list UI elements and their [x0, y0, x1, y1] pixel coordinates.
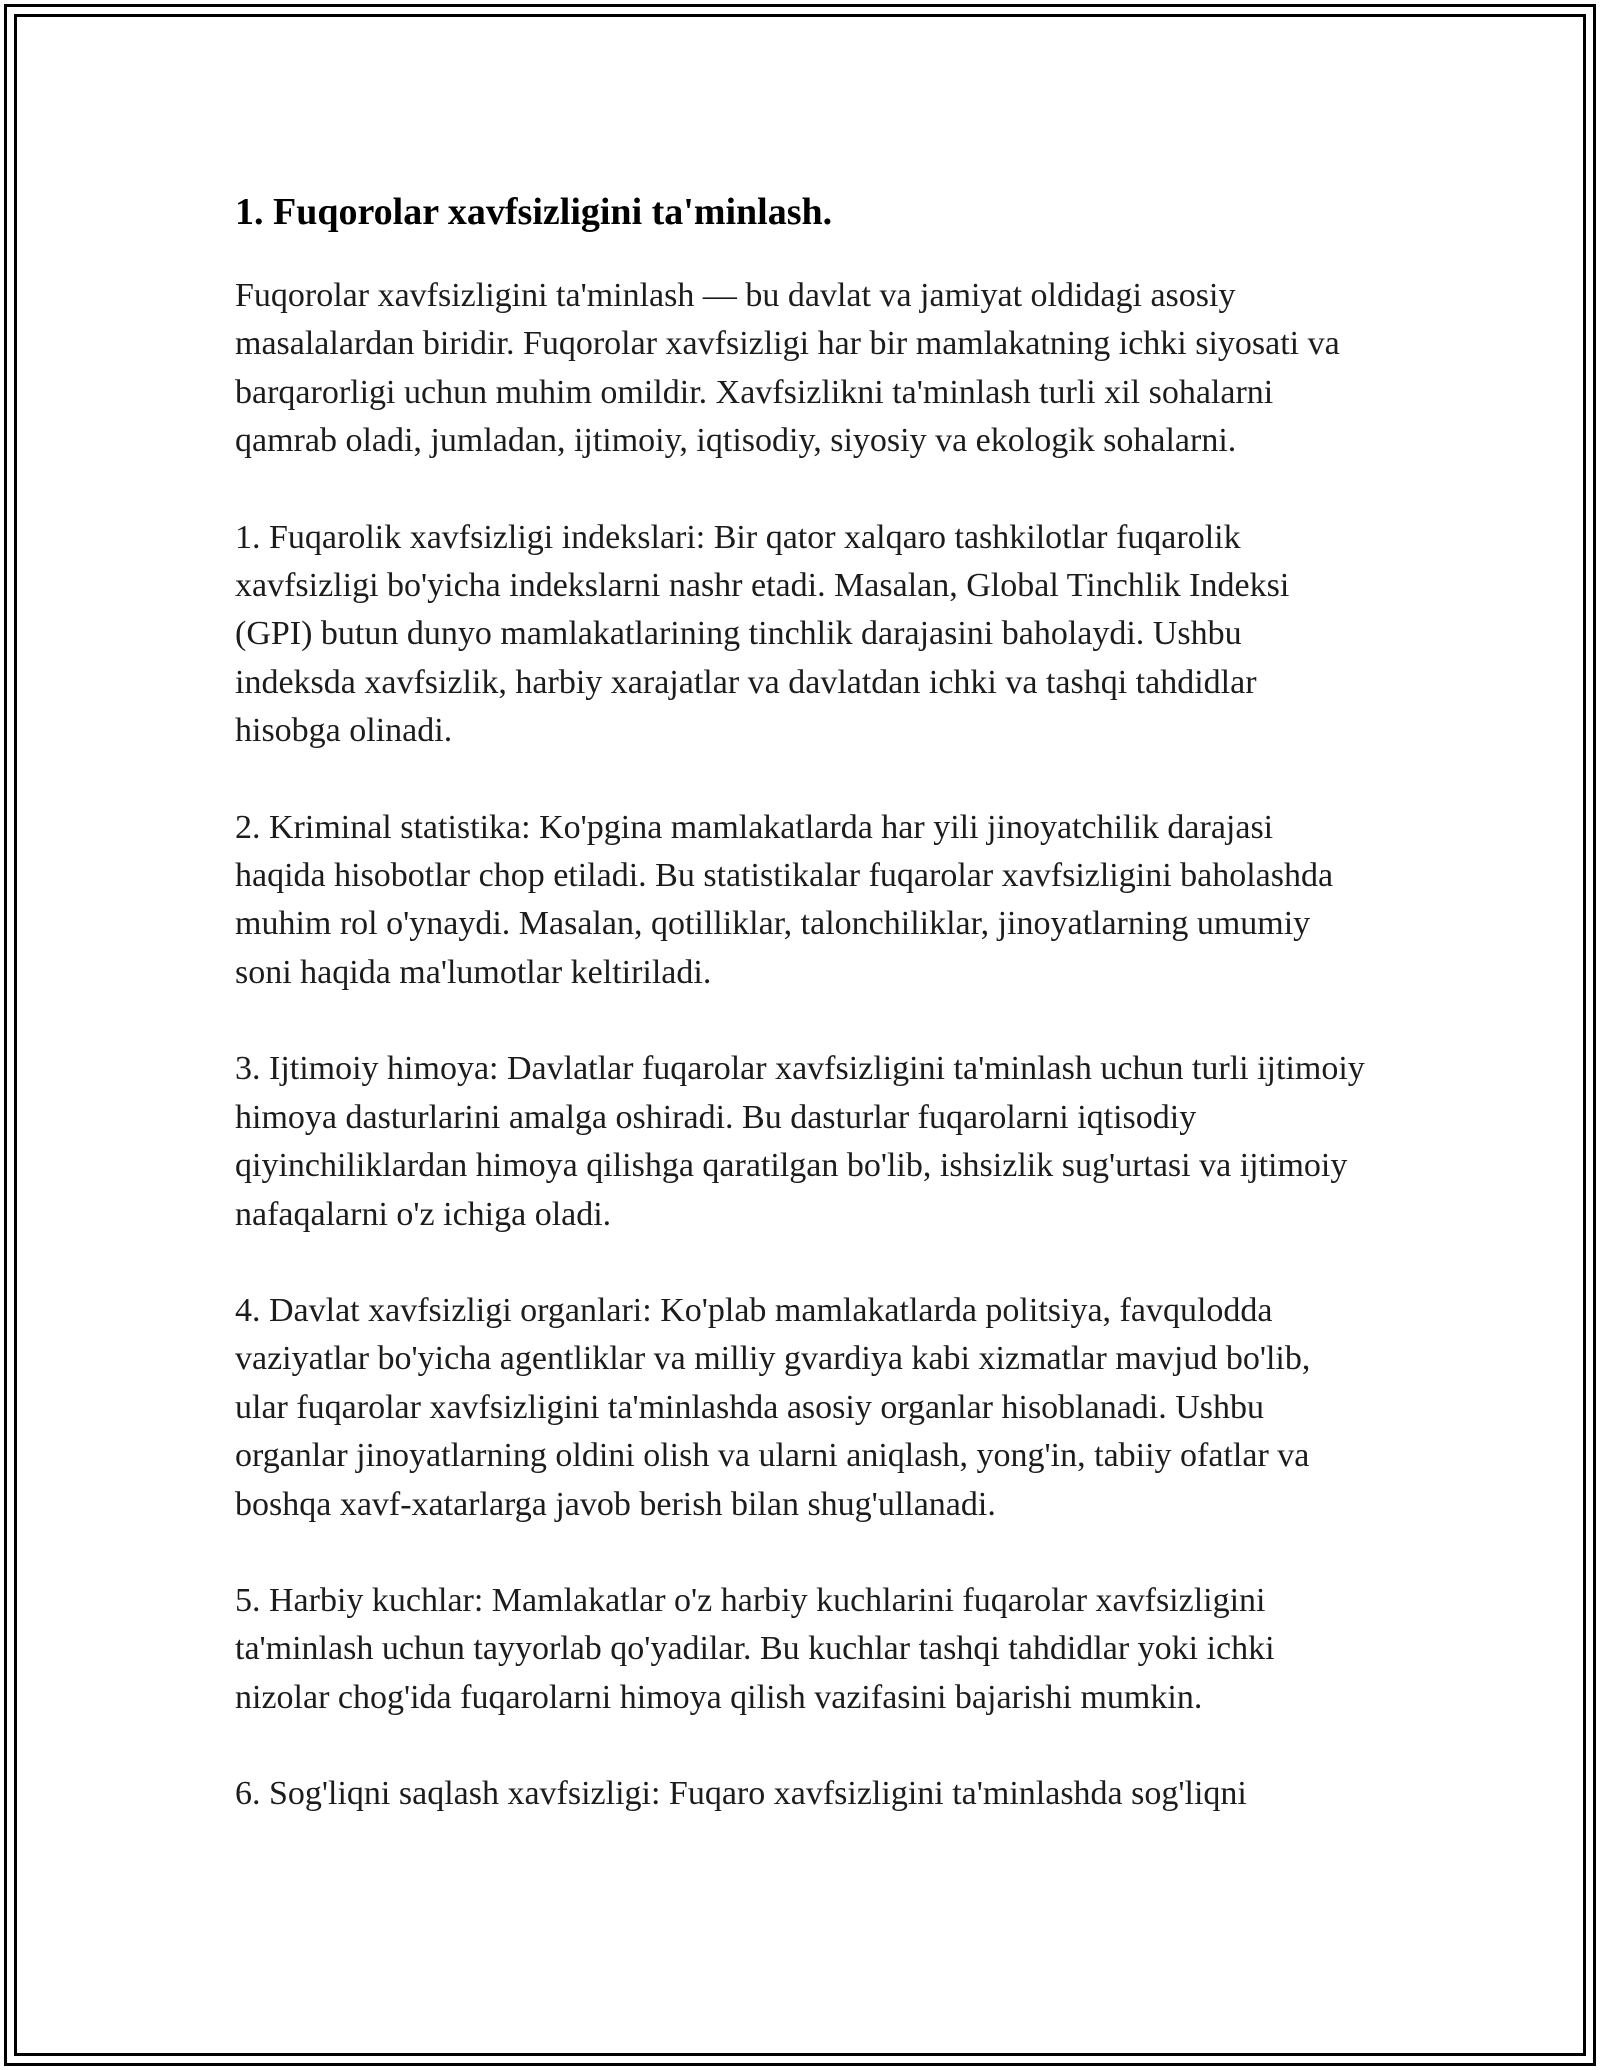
intro-paragraph: Fuqorolar xavfsizligini ta'minlash — bu davlat va jamiyat oldidagi asosiy masalalardan biridir. Fuqorolar xavfsizligi har bir mamlakatning ichki siyosati va barqarorligi uchun muhim omildir. Xavfsizlikni ta'minlash turli xil sohalarni qamrab oladi, jumladan, ijtimoiy, iqtisodiy, siyosiy va ekologik sohalarni.	[235, 277, 1340, 460]
paragraph-security-agencies: 4. Davlat xavfsizligi organlari: Ko'plab mamlakatlarda politsiya, favqulodda vaziyatlar bo'yicha agentliklar va milliy gvardiya kabi xizmatlar mavjud bo'lib, ular fuqarolar xavfsizligini ta'minlashda asosiy organlar hisoblanadi. Ushbu organlar jinoyatlarning oldini olish va ularni aniqlash, yong'in, tabiiy ofatlar va boshqa xavf-xatarlarga javob berish bilan shug'ullanadi.	[235, 1291, 1311, 1523]
paragraph-social-protection: 3. Ijtimoiy himoya: Davlatlar fuqarolar xavfsizligini ta'minlash uchun turli ijtimoiy himoya dasturlarini amalga oshiradi. Bu dasturlar fuqarolarni iqtisodiy qiyinchiliklardan himoya qilishga qaratilgan bo'lib, ishsizlik sug'urtasi va ijtimoiy nafaqalarni o'z ichiga oladi.	[235, 1050, 1365, 1233]
paragraph-security-indexes: 1. Fuqarolik xavfsizligi indekslari: Bir qator xalqaro tashkilotlar fuqarolik xavfsizligi bo'yicha indekslarni nashr etadi. Masalan, Global Tinchlik Indeksi (GPI) butun dunyo mamlakatlarining tinchlik darajasini baholaydi. Ushbu indeksda xavfsizlik, harbiy xarajatlar va davlatdan ichki va tashqi tahdidlar hisobga olinadi.	[235, 518, 1290, 750]
document-body	[235, 188, 1365, 1867]
paragraph-military-forces: 5. Harbiy kuchlar: Mamlakatlar o'z harbiy kuchlarini fuqarolar xavfsizligini ta'minlash uchun tayyorlab qo'yadilar. Bu kuchlar tashqi tahdidlar yoki ichki nizolar chog'ida fuqarolarni himoya qilish vazifasini bajarishi mumkin.	[235, 1581, 1275, 1716]
paragraph-health-security: 6. Sog'liqni saqlash xavfsizligi: Fuqaro xavfsizligini ta'minlashda sog'liqni	[235, 1775, 1247, 1813]
section-heading: 1. Fuqorolar xavfsizligini ta'minlash.	[235, 191, 833, 233]
paragraph-crime-statistics: 2. Kriminal statistika: Ko'pgina mamlakatlarda har yili jinoyatchilik darajasi haqida hisobotlar chop etiladi. Bu statistikalar fuqarolar xavfsizligini baholashda muhim rol o'ynaydi. Masalan, qotilliklar, talonchiliklar, jinoyatlarning umumiy soni haqida ma'lumotlar keltiriladi.	[235, 808, 1334, 991]
